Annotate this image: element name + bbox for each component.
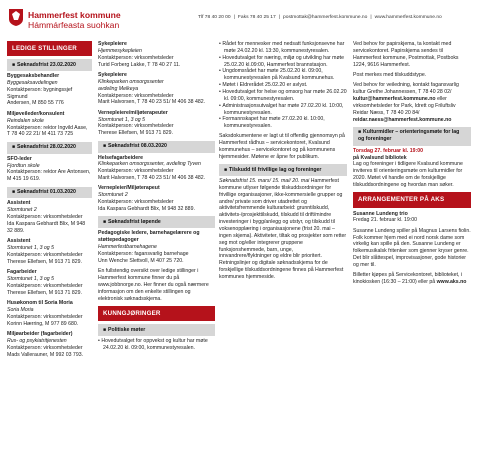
deadline-heading: ■ Søknadsfrist 28.02.2020: [7, 142, 92, 154]
event-info: Susanne Lundeng trio Fredag 21. februar kl. 19:00: [353, 210, 418, 224]
meeting-item: • Rådet for mennesker med nedsatt funksjonsevne har møte 24.02.20 kl. 13:30, kommunestyresalen.: [224, 41, 347, 55]
paper-form-paragraph: Ved behov for papirskjema, ta kontakt med servicekontoret. Papirskjema sendes til Hammerfest kommune, Postmottak, Postboks 1224, 9616 Hammerfest.: [353, 41, 459, 68]
deadline-heading: ■ Søknadsfrist 23.02.2020: [7, 59, 92, 71]
triangle-icon: ■: [103, 326, 107, 333]
fax: Faks 78 40 25 17: [237, 15, 276, 20]
section-bar-jobs: LEDIGE STILLINGER: [7, 41, 92, 56]
guidance-paragraph: Ved behov for veiledning, kontakt fagansvarlig kultur Grethe Johannessen, T 78 40 28 02/ kultur@hammerfest.kommune.no eller virksomhetsleder for Park, Idrett og Friluftsliv Reidar Næss, T 78 40 20 84/ reidar.naess@hammerfest.kommune.no: [353, 82, 459, 123]
job-entry: Fagarbeider Stormtunet 1, 3 og 5 Kontaktperson: virksomhetsleder Therese Ellefsen, M 913 71 829.: [7, 269, 83, 296]
meeting-item: • Hovedutvalget for helse og omsorg har møte 26.02.20 kl. 09:00, kommunestyresalen.: [224, 89, 347, 103]
meeting-item: • Hovedutvalget for næring, miljø og utvikling har møte 25.02.20 kl.09:00, Hammerfest brannstasjon.: [224, 55, 347, 69]
event-info: Torsdag 27. februar kl. 19:00 på Kvalsund bibliotek Lag og foreninger i tidligere Kvalsund kommune inviteres til orienteringsmøte om kulturmidler for 2020. Møtet vil handle om de forskjellige tilskuddsordningene og hvordan man søker.: [353, 147, 463, 188]
job-entry: Sykepleiere Hjemmesykepleien Kontaktperson: virksomhetsleder Turid Forberg Lakke, T 78 40 27 11.: [98, 41, 181, 68]
deadline-heading: ■ Søknadsfrist løpende: [98, 216, 215, 228]
job-entry: Pedagogiske ledere, barnehagelærere og støttepedagoger Hammerfestbarnehagene Kontaktperson: fagansvarlig barnehage Unn Wenche Slettvoll, M 407 25 720.: [98, 230, 200, 264]
job-entry: Miljøveileder/konsulent Reindalen skole Kontaktperson: rektor Ingvild Aase, T 78 40 22 21/ M 411 73 725: [7, 110, 88, 138]
org-name-sami: Hámmárfeasta suohkan: [28, 20, 120, 30]
email-link[interactable]: reidar.naess@hammerfest.kommune.no: [353, 116, 452, 123]
meeting-item: • Administrasjonsutvalget har møte 27.02.20 kl. 10:00, kommunestyresalen.: [224, 103, 347, 117]
subheading-grants: ■ Tilskudd til frivillige lag og foreninger: [219, 164, 347, 176]
meeting-item: • Ungdomsrådet har møte 25.02.20 kl. 09:00, kommunestyresalen på Kvalsund kommunehus.: [224, 68, 347, 82]
event-description: Susanne Lundeng spiller på Magnus Larsens fiolin. Folk kommer hjem med ei nord norsk dame som virkelig kan spille på den. Susanne Lundeng er folkemusikalsk fritenker som gjenner kryser genre. Det blir slåttespel, improvisasjoner, gode historier og mer til.: [353, 227, 471, 269]
grants-paragraph: Søknadsfrist 15. mars/ 15. mai/ 20. mai Hammerfest kommune utlyser følgende tilskuddsordninger for frivillige organisasjoner, ikke-kommersielle grupper og andre/ private som driver utadrettet og aktivitetsfremmende kulturarbeid: grunntilskudd, aktivitets-/prosjekttilskudd, tilskudd til drift/mindre investeringer i bygg/anlegg og utstyr, og tilskudd til voksenopplæring i organisasjonene (frist 20. mai – ingen skjema). Aktiviteter, tiltak og prosjekter som retter seg mot og/eller integrerer gruppene funksjonshemmede, barn, unge, innvandrere/flyktninger og eldre blir prioritert. Retningslinjer og digitale søknadsskjema for de forskjellige tilskuddsordningene finnes på Hammerfest kommunes hjemmeside.: [219, 177, 347, 280]
meeting-item: • Hovedutvalget for oppvekst og kultur har møte 24.02.20 kl. 09:00, kommunestyresalen.: [103, 338, 215, 352]
mail-marking-paragraph: Post merkes med tilskuddstype.: [353, 71, 427, 78]
job-entry: Vernepleiere/miljøterapeuter Stormtunet 1, 3 og 5 Kontaktperson: virksomhetsleder Therese Ellefsen, M 913 71 829.: [98, 109, 174, 137]
triangle-icon: ■: [12, 61, 16, 68]
triangle-icon: ■: [12, 189, 16, 196]
column-2: [98, 41, 215, 355]
column-3: [219, 41, 347, 284]
section-bar-announcements: KUNNGJØRINGER: [98, 306, 215, 321]
meeting-list: [98, 338, 215, 352]
meeting-list: [219, 41, 347, 130]
job-entry: Miljøarbeider (fagarbeider) Rus- og psykiatritjenesten Kontaktperson: virksomhetsleder Mads Vallerauner, M 992 03 793.: [7, 331, 84, 358]
email-link[interactable]: postmottak@hammerfest.kommune.no: [283, 15, 368, 20]
website-link[interactable]: www.hammerfest.kommune.no: [374, 15, 442, 20]
jobs-overview-paragraph: En fullstendig oversikt over ledige stillinger i Hammerfest kommune finner du på www.jobbnorge.no. Her finner du også nærmere informasjon om den enkelte stillingen og elektronisk søknadsskjema.: [98, 268, 209, 302]
column-1: [7, 41, 92, 362]
triangle-icon: ■: [12, 144, 16, 151]
website-link[interactable]: www.aks.no: [436, 279, 467, 286]
org-name: Hammerfest kommune: [28, 10, 121, 20]
coat-of-arms-icon: [9, 9, 23, 26]
job-entry: Assistent Stormtunet 1, 3 og 5 Kontaktperson: virksomhetsleder Therese Ellefsen, M 913 71 829.: [7, 238, 83, 265]
triangle-icon: ■: [224, 166, 228, 173]
deadline-heading: ■ Søknadsfrist 08.03.2020: [98, 141, 215, 153]
documents-paragraph: Saksdokumentene er lagt ut til offentlig gjennomsyn på Hammerfest rådhus – servicekontoret, Kvalsund kommunehus – servicekontoret og på kommunens hjemmesider. Møtene er åpne for publikum.: [219, 133, 345, 160]
column-4: [353, 41, 471, 290]
triangle-icon: ■: [358, 129, 362, 136]
meeting-item: • Formannskapet har møte 27.02.20 kl. 10:00, kommunestyresalen.: [224, 116, 347, 130]
job-entry: Assistent Stormtunet 2 Kontaktperson: virksomhetsleder Ida Kaspara Gebhardt Blix, M 948 32 889.: [7, 200, 86, 234]
section-bar-events: ARRANGEMENTER PÅ AKS: [353, 192, 471, 207]
triangle-icon: ■: [103, 143, 107, 150]
subheading-culture-funds: ■ Kulturmidler – orienteringsmøte for lag og foreninger: [353, 127, 471, 146]
subheading-political-meetings: ■ Politiske møter: [98, 324, 215, 336]
job-entry: Vernepleier/Miljøterapeut Stormtunet 2 Kontaktperson: virksomhetsleder Ida Kaspara Gebhardt Blix, M 948 32 889.: [98, 185, 195, 213]
contact-line: Tlf 78 40 20 00 | Faks 78 40 25 17 | postmottak@hammerfest.kommune.no | www.hammerfest.kommune.no: [198, 15, 442, 20]
triangle-icon: ■: [103, 218, 107, 225]
job-entry: Byggesaksbehandler Byggesaksavdelingen Kontaktperson: bygningssjef Sigmund Andersen, M 850 55 776: [7, 73, 73, 107]
job-entry: Helsefagarbeidere Klinkeparken omsorgssenter, avdeling Tyven Kontaktperson: virksomhetsleder Marit Halvorsen, T 78 40 23 51/ M 406 38 482.: [98, 154, 206, 182]
job-entry: Husøkonom til Soria Moria Soria Moria Kontaktperson: virksomhetsleder Korinn Hærring, M 977 89 680.: [7, 300, 83, 327]
meeting-item: • Møtet i Eldrerådet 25.02.20 er avlyst.: [224, 82, 347, 89]
page-header: [0, 0, 480, 38]
phone: Tlf 78 40 20 00: [198, 15, 231, 20]
email-link[interactable]: kultur@hammerfest.kommune.no: [353, 96, 436, 103]
job-entry: Sykepleiere Klinkeparken omsorgssenter avdeling Melkeya Kontaktperson: virksomhetsleder Marit Halvorsen, T 78 40 23 51/ M 406 38 482.: [98, 71, 206, 106]
deadline-heading: ■ Søknadsfrist 01.03.2020: [7, 187, 92, 199]
tickets-paragraph: Billetter kjøpes på Servicekontoret, biblioteket, i kinokiosken (16:30 – 21:00) eller på www.aks.no: [353, 272, 467, 286]
job-entry: SFO-leder Fjordtun skole Kontaktperson: rektor Are Antonsen, M 415 19 619.: [7, 155, 91, 183]
